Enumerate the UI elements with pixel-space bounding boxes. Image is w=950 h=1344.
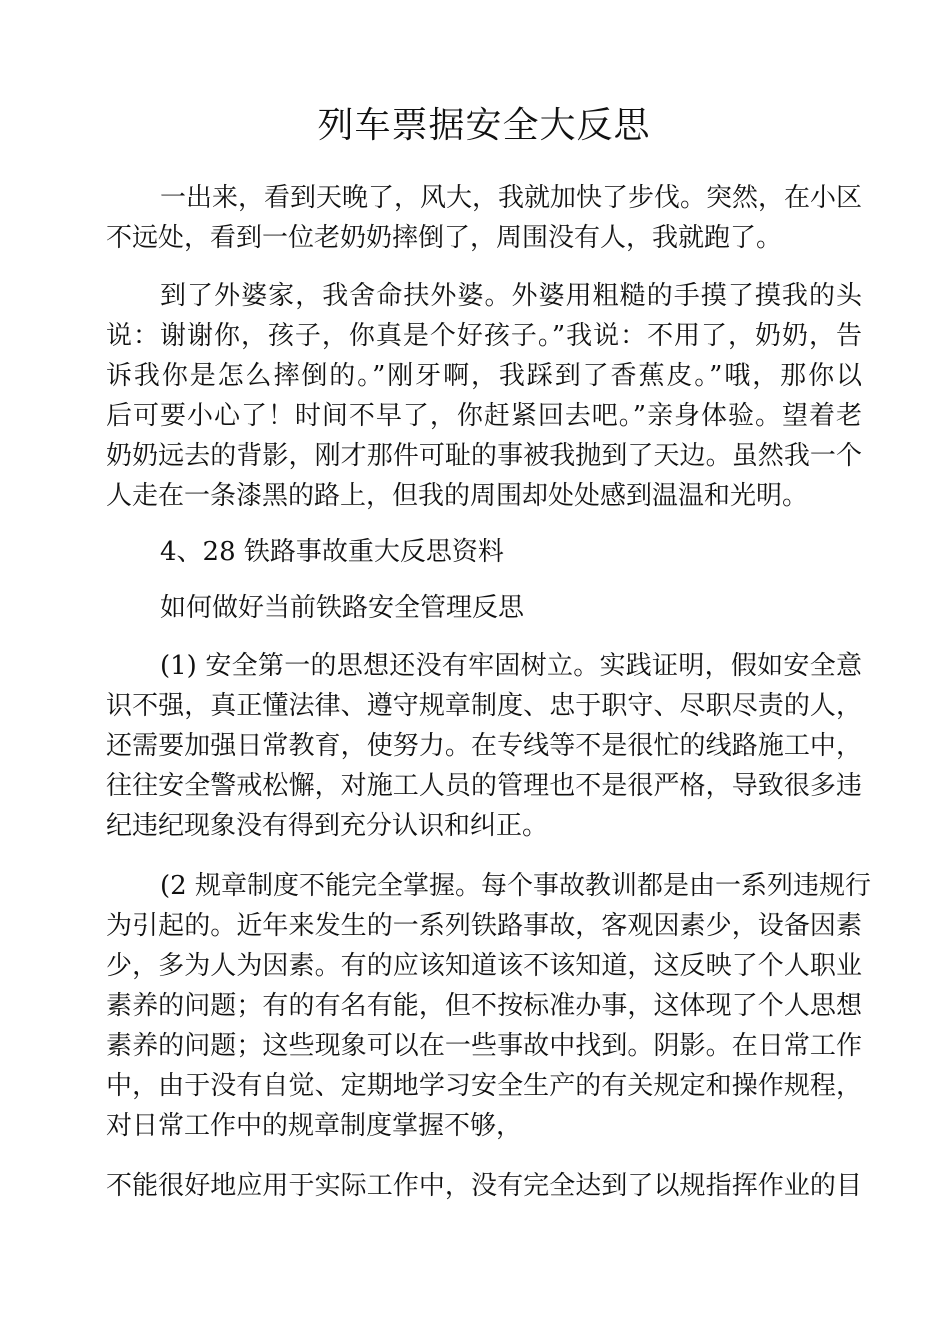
paragraph-line: 后可要小心了！时间不早了，你赶紧回去吧。”亲身体验。望着老	[106, 401, 862, 431]
paragraph-line: 诉我你是怎么摔倒的。”刚牙啊，我踩到了香蕉皮。”哦，那你以	[106, 361, 862, 391]
paragraph-line: 中，由于没有自觉、定期地学习安全生产的有关规定和操作规程，	[106, 1071, 862, 1101]
paragraph-line: 不远处，看到一位老奶奶摔倒了，周围没有人，我就跑了。	[106, 223, 783, 253]
paragraph-line: 如何做好当前铁路安全管理反思	[160, 593, 525, 623]
paragraph-line: 说：谢谢你，孩子，你真是个好孩子。”我说：不用了，奶奶，告	[106, 321, 862, 351]
paragraph-line: 4、28 铁路事故重大反思资料	[160, 537, 504, 567]
paragraph-3	[106, 646, 862, 846]
paragraph-line: 为引起的。近年来发生的一系列铁路事故，客观因素少，设备因素	[106, 911, 862, 941]
section-heading-2	[106, 588, 862, 628]
paragraph-line: 对日常工作中的规章制度掌握不够，	[106, 1111, 523, 1141]
paragraph-line: 还需要加强日常教育，使努力。在专线等不是很忙的线路施工中，	[106, 731, 862, 761]
paragraph-line: 往往安全警戒松懈，对施工人员的管理也不是很严格，导致很多违	[106, 771, 862, 801]
paragraph-1	[106, 178, 862, 258]
paragraph-4	[106, 866, 871, 1146]
paragraph-line: 不能很好地应用于实际工作中，没有完全达到了以规指挥作业的目	[106, 1171, 862, 1201]
paragraph-line: 人走在一条漆黑的路上，但我的周围却处处感到温温和光明。	[106, 481, 809, 511]
paragraph-5	[106, 1166, 862, 1206]
paragraph-line: 奶奶远去的背影，刚才那件可耻的事被我抛到了天边。虽然我一个	[106, 441, 862, 471]
paragraph-line: 少，多为人为因素。有的应该知道该不该知道，这反映了个人职业	[106, 951, 862, 981]
paragraph-line: 到了外婆家，我舍命扶外婆。外婆用粗糙的手摸了摸我的头	[160, 281, 862, 311]
paragraph-2	[106, 276, 862, 516]
paragraph-line: 一出来，看到天晚了，风大，我就加快了步伐。突然，在小区	[160, 183, 863, 213]
paragraph-line: 纪违纪现象没有得到充分认识和纠正。	[106, 811, 549, 841]
paragraph-line: 素养的问题；有的有名有能，但不按标准办事，这体现了个人思想	[106, 991, 862, 1021]
paragraph-line: (1) 安全第一的思想还没有牢固树立。实践证明，假如安全意	[160, 651, 862, 681]
paragraph-line: 识不强，真正懂法律、遵守规章制度、忠于职守、尽职尽责的人，	[106, 691, 862, 721]
paragraph-line: (2 规章制度不能完全掌握。每个事故教训都是由一系列违规行	[160, 871, 871, 901]
paragraph-line: 素养的问题；这些现象可以在一些事故中找到。阴影。在日常工作	[106, 1031, 862, 1061]
section-heading-1	[106, 532, 862, 572]
document-title: 列车票据安全大反思	[317, 105, 651, 146]
